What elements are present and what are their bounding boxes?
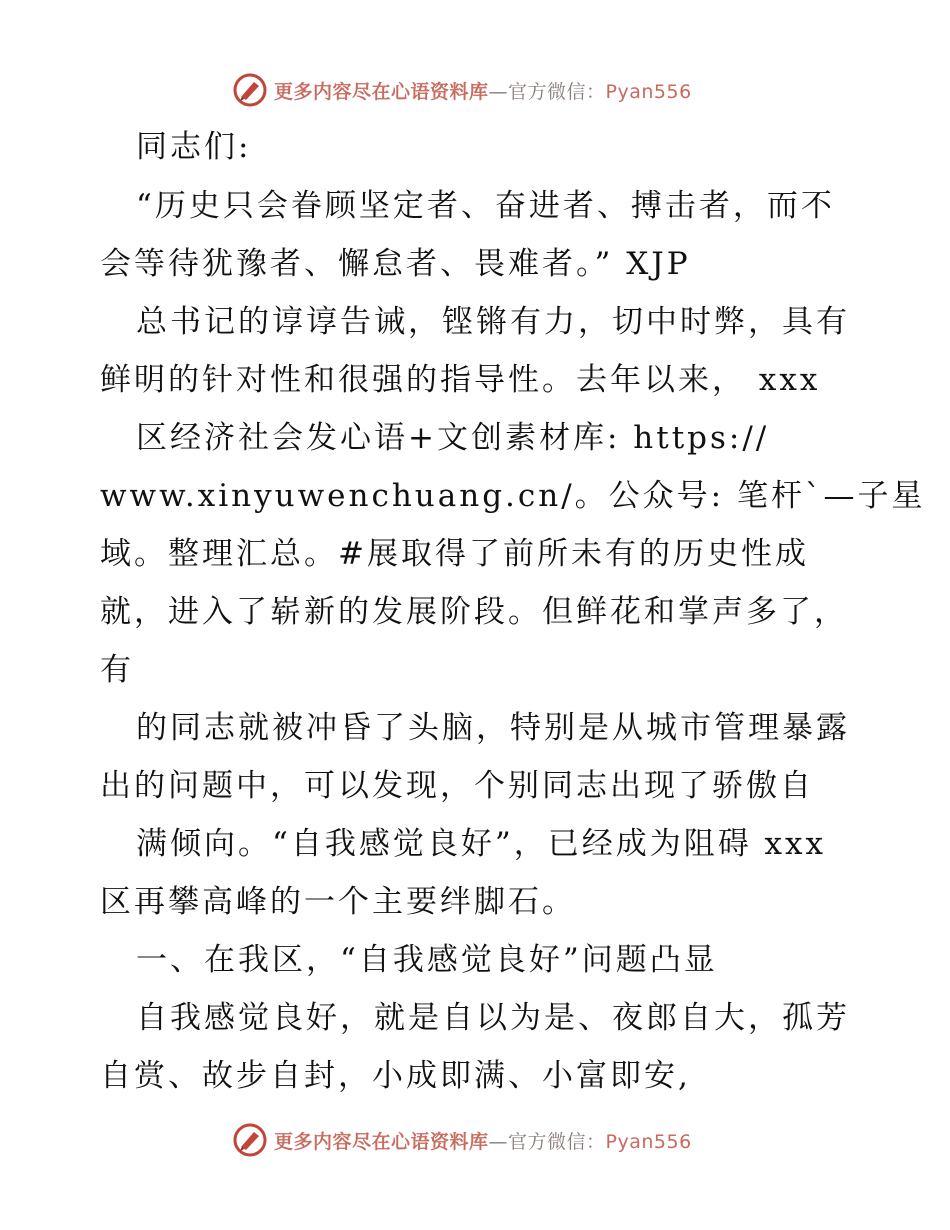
doc-line: 同志们: xyxy=(136,129,252,165)
doc-line: 就，进入了崭新的发展阶段。但鲜花和掌声多了， xyxy=(100,594,848,630)
section-heading: 一、在我区，“自我感觉良好”问题凸显 xyxy=(136,942,718,978)
footer-wechat-id: Pyan556 xyxy=(605,1130,692,1153)
doc-line: 区再攀高峰的一个主要绊脚石。 xyxy=(100,884,576,920)
header-separator: —官方微信： xyxy=(488,80,606,103)
doc-line: 自我感觉良好，就是自以为是、夜郎自大，孤芳 xyxy=(136,1000,850,1036)
doc-line: 满倾向。“自我感觉良好”，已经成为阻碍 xxx xyxy=(136,826,826,862)
doc-line: “历史只会眷顾坚定者、奋进者、搏击者，而不 xyxy=(136,188,835,224)
doc-line: 出的问题中，可以发现，个别同志出现了骄傲自 xyxy=(100,768,814,804)
header-wechat-id: Pyan556 xyxy=(605,80,692,103)
header-brand-text: 更多内容尽在心语资料库 xyxy=(274,80,489,103)
doc-line: 的同志就被冲昏了头脑，特别是从城市管理暴露 xyxy=(136,710,850,746)
doc-line: www.xinyuwenchuang.cn/。公众号: 笔杆`—子星 xyxy=(100,478,926,514)
doc-line: 鲜明的针对性和很强的指导性。去年以来， xxx xyxy=(100,362,821,398)
doc-line: 域。整理汇总。#展取得了前所未有的历史性成 xyxy=(100,536,809,572)
footer-text xyxy=(274,1127,692,1154)
footer-banner xyxy=(232,1120,692,1160)
doc-line: 会等待犹豫者、懈怠者、畏难者。” XJP xyxy=(100,246,691,282)
doc-line: 有 xyxy=(100,652,134,688)
footer-brand-text: 更多内容尽在心语资料库 xyxy=(274,1130,489,1153)
footer-separator: —官方微信： xyxy=(488,1130,606,1153)
doc-line: 区经济社会发心语+文创素材库: https:// xyxy=(136,420,770,456)
doc-line: 自赏、故步自封，小成即满、小富即安, xyxy=(100,1058,691,1094)
pen-seal-icon xyxy=(232,1122,268,1158)
doc-line: 总书记的谆谆告诫，铿锵有力，切中时弊，具有 xyxy=(136,304,850,340)
